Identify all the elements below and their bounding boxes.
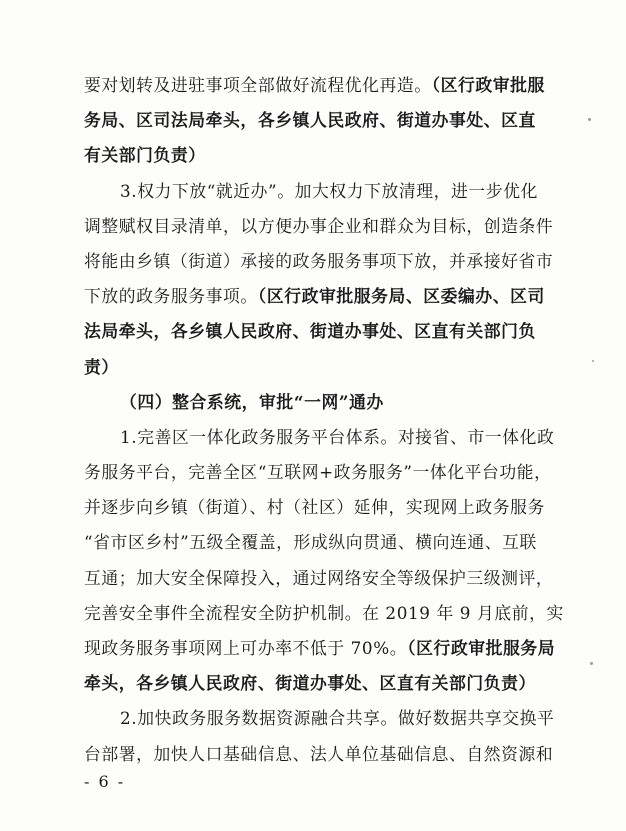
text-line	[84, 174, 552, 209]
text-line	[84, 666, 552, 701]
text-line	[84, 279, 552, 314]
bold-text-segment: 有关部门负责）	[84, 145, 206, 166]
text-line	[84, 103, 552, 138]
text-line	[84, 209, 552, 244]
text-line	[84, 68, 552, 103]
text-segment: 现政务服务事项网上可办率不低于 70%。	[84, 638, 408, 658]
text-line	[84, 525, 552, 560]
text-segment: 调整赋权目录清单，以方便办事企业和群众为目标，创造条件	[84, 215, 554, 236]
text-segment: 互通；加大安全保障投入，通过网络安全等级保护三级测评，	[84, 567, 554, 588]
text-segment: 1.完善区一体化政务服务平台体系。对接省、市一体化政	[120, 426, 555, 447]
text-segment: 3.权力下放“就近办”。加大权力下放清理，进一步优化	[120, 180, 538, 201]
text-line	[84, 314, 552, 349]
text-segment: 下放的政务服务事项。	[84, 286, 258, 307]
scan-speck	[590, 662, 593, 665]
text-segment: 将能由乡镇（街道）承接的政务服务事项下放，并承接好省市	[84, 250, 554, 271]
text-line	[84, 455, 552, 490]
bold-text-segment: （区行政审批服务局	[407, 638, 556, 658]
text-segment: 并逐步向乡镇（街道）、村（社区）延伸，实现网上政务服务	[84, 497, 545, 518]
text-segment: “省市区乡村”五级全覆盖，形成纵向贯通、横向连通、互联	[84, 532, 537, 553]
text-line	[84, 350, 552, 385]
text-line	[84, 596, 564, 631]
bold-text-segment: （区行政审批服	[431, 75, 545, 95]
bold-text-segment: 牵头，各乡镇人民政府、街道办事处、区直有关部门负责）	[84, 673, 536, 694]
text-line	[84, 385, 552, 420]
scan-speck	[588, 118, 591, 121]
text-segment: 完善安全事件全流程安全防护机制。在 2019 年 9 月底前，实	[84, 602, 564, 623]
text-line	[84, 737, 552, 772]
text-segment: 台部署，加快人口基础信息、法人单位基础信息、自然资源和	[84, 743, 554, 764]
bold-text-segment: 务局、区司法局牵头，各乡镇人民政府、街道办事处、区直	[84, 110, 536, 131]
text-line	[84, 490, 552, 525]
bold-text-segment: （区行政审批服务局、区委编办、区司	[257, 286, 545, 307]
bold-text-segment: 责）	[84, 356, 119, 377]
text-line	[84, 244, 552, 279]
text-segment: 要对划转及进驻事项全部做好流程优化再造。	[84, 75, 432, 95]
document-body	[84, 68, 564, 772]
text-segment: 务服务平台，完善全区“互联网+政务服务”一体化平台功能，	[84, 462, 552, 483]
text-line	[84, 138, 552, 173]
text-line	[84, 701, 555, 736]
text-segment: 2.加快政务服务数据资源融合共享。做好数据共享交换平	[120, 708, 555, 729]
page-number: - 6 -	[84, 772, 126, 791]
text-line	[84, 420, 555, 455]
text-line	[84, 561, 552, 596]
text-line	[84, 631, 556, 666]
scan-speck	[592, 360, 594, 362]
bold-text-segment: 法局牵头，各乡镇人民政府、街道办事处、区直有关部门负	[84, 321, 536, 342]
bold-text-segment: （四）整合系统，审批“一网”通办	[120, 391, 384, 412]
